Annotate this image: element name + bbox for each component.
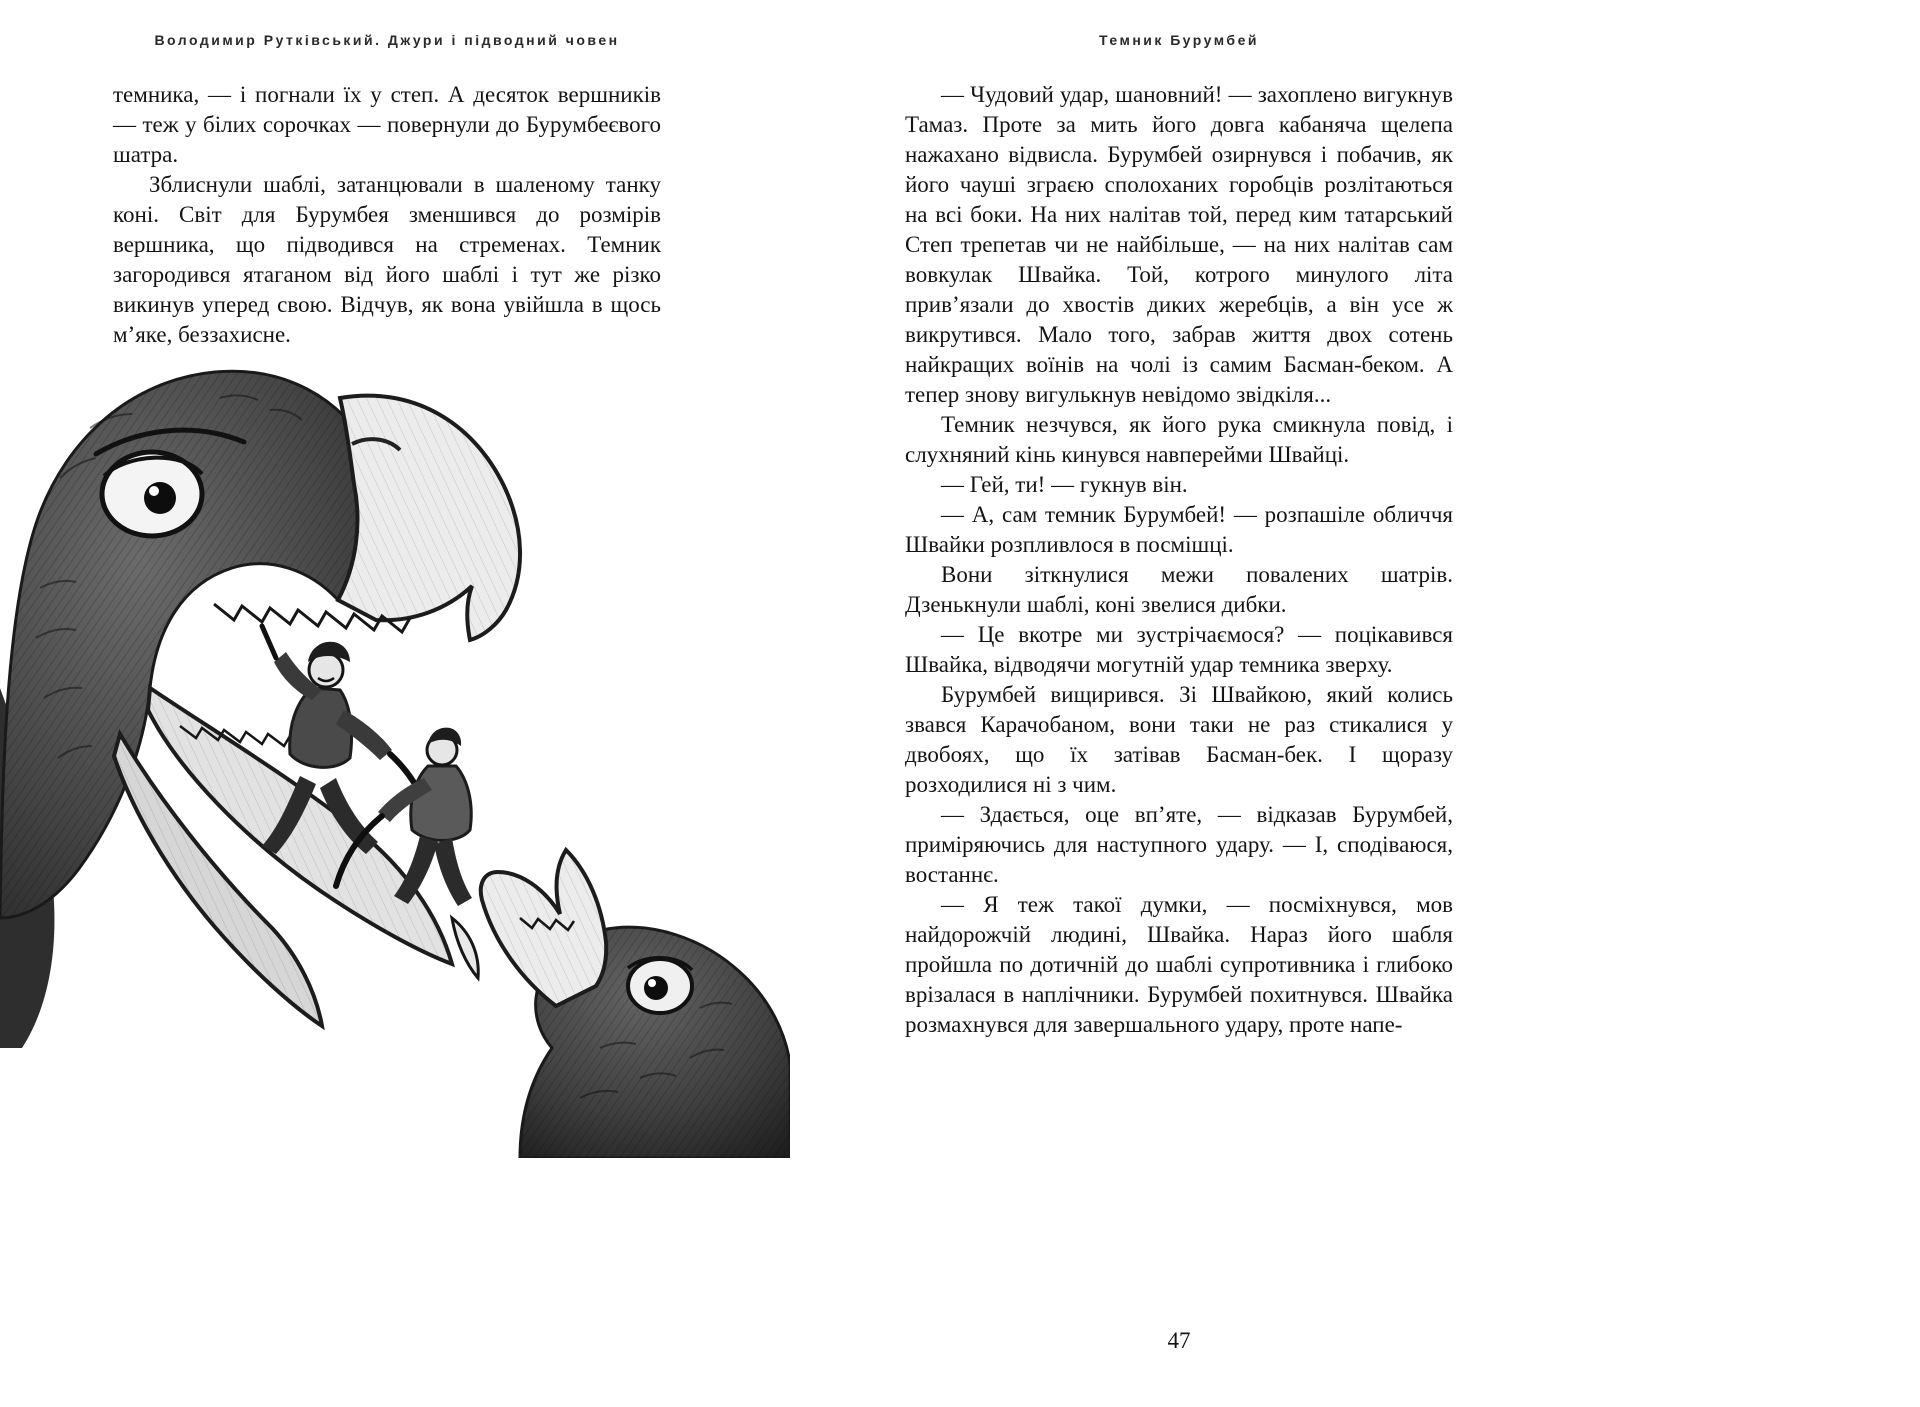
- paragraph: темника, — і погнали їх у степ. А десяток вершників — теж у білих сорочках — повернули до Бурумбеєвого шатра.: [113, 82, 661, 167]
- paragraph: Темник незчувся, як його рука смикнула повід, і слухняний кінь кинувся навперейми Швайці.: [905, 412, 1453, 467]
- paragraph: Бурумбей вищирився. Зі Швайкою, який колись звався Карачобаном, вони таки не раз стикалися у двобоях, що їх затівав Басман-бек. І щоразу розходилися ні з чим.: [905, 682, 1453, 797]
- left-upper-beak-texture: [338, 396, 520, 640]
- fallen-sickle-blade: [452, 918, 478, 978]
- paragraph: Зблиснули шаблі, затанцювали в шаленому танку коні. Світ для Бурумбея зменшився до розмірів вершника, що підводився на стременах. Темник загородився ятаганом від його шаблі і тут же різко викинув уперед свою. Відчув, як вона увійшла в щось м’яке, беззахисне.: [113, 172, 661, 347]
- left-page-text: [113, 80, 661, 350]
- paragraph: — Здається, оце вп’яте, — відказав Бурумбей, приміряючись для наступного удару. — І, сподіваюся, востаннє.: [905, 802, 1453, 887]
- left-running-head: Володимир Рутківський. Джури і підводний човен: [154, 32, 620, 48]
- right-page-text: [905, 80, 1453, 1040]
- warrior-a-dagger: [262, 626, 276, 658]
- paragraph: — Чудовий удар, шановний! — захоплено вигукнув Тамаз. Проте за мить його довга кабаняча щелепа нажахано відвисла. Бурумбей озирнувся і побачив, як його чауші зграєю сполоханих горобців розлітаються на всі боки. На них налітав той, перед ким татарський Степ трепетав чи не найбільше, — на них налітав сам вовкулак Швайка. Той, котрого минулого літа прив’язали до хвостів диких жеребців, а він усе ж викрутився. Мало того, забрав життя двох сотень найкращих воїнів на чолі із самим Басман-беком. А тепер знову вигулькнув невідомо звідкіля...: [905, 82, 1453, 407]
- left-bird-pupil: [144, 482, 176, 514]
- paragraph: — Я теж такої думки, — посміхнувся, мов найдорожчій людині, Швайка. Нараз його шабля пройшла по дотичній до шаблі супротивника і глибоко врізалася в наплічники. Бурумбей похитнувся. Швайка розмахнувся для завершального удару, проте напе-: [905, 892, 1453, 1037]
- paragraph: Вони зіткнулися межи повалених шатрів. Дзенькнули шаблі, коні звелися дибки.: [905, 562, 1453, 617]
- right-eye-highlight: [648, 979, 656, 987]
- warrior-b-right-leg: [434, 838, 472, 906]
- paragraph: — Гей, ти! — гукнув він.: [941, 472, 1188, 497]
- page-number: 47: [1167, 1328, 1191, 1353]
- bird-heads-illustration: [0, 358, 790, 1158]
- right-bird-beak-texture: [481, 850, 606, 1006]
- right-running-head: Темник Бурумбей: [1099, 32, 1259, 48]
- paragraph: — А, сам темник Бурумбей! — розпашіле обличчя Швайки розпливлося в посмішці.: [905, 502, 1453, 557]
- warrior-b-torso: [411, 766, 471, 841]
- right-bird-pupil: [644, 976, 668, 1000]
- illustration-svg: [0, 358, 790, 1158]
- fighting-warriors: [262, 626, 478, 978]
- paragraph: — Це вкотре ми зустрічаємося? — поцікавився Швайка, відводячи могутній удар темника зверху.: [905, 622, 1453, 677]
- left-eye-highlight: [149, 486, 159, 496]
